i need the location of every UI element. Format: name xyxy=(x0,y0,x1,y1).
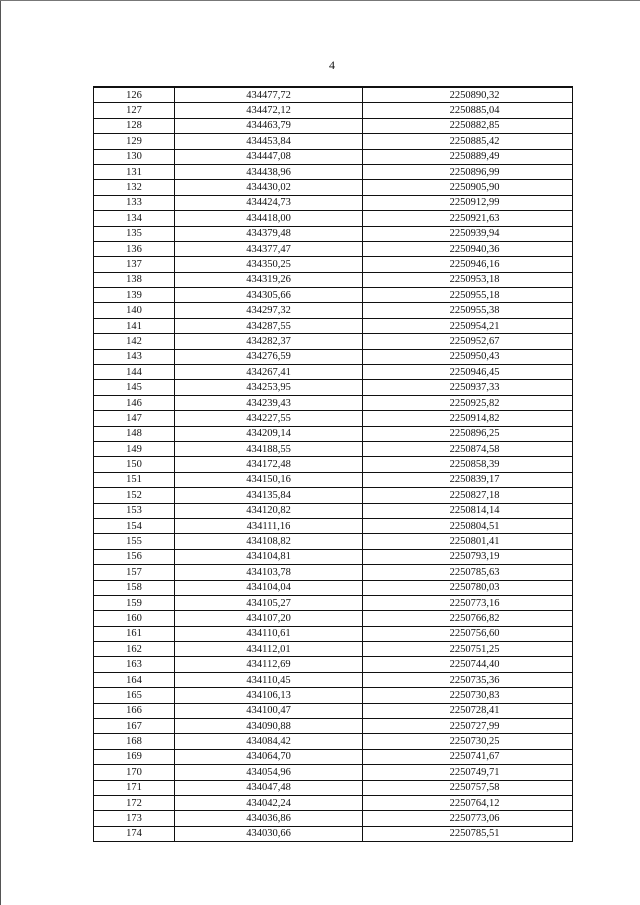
x-coordinate-cell: 434282,37 xyxy=(175,334,363,349)
y-coordinate-cell: 2250801,41 xyxy=(363,534,573,549)
point-number-cell: 128 xyxy=(94,118,175,133)
x-coordinate-cell: 434112,69 xyxy=(175,657,363,672)
y-coordinate-cell: 2250741,67 xyxy=(363,749,573,764)
point-number-cell: 131 xyxy=(94,164,175,179)
y-coordinate-cell: 2250814,14 xyxy=(363,503,573,518)
table-row xyxy=(94,719,573,734)
y-coordinate-cell: 2250896,99 xyxy=(363,164,573,179)
y-coordinate-cell: 2250827,18 xyxy=(363,488,573,503)
x-coordinate-cell: 434227,55 xyxy=(175,411,363,426)
table-row xyxy=(94,334,573,349)
point-number-cell: 127 xyxy=(94,103,175,118)
point-number-cell: 170 xyxy=(94,765,175,780)
point-number-cell: 147 xyxy=(94,411,175,426)
y-coordinate-cell: 2250730,83 xyxy=(363,688,573,703)
y-coordinate-cell: 2250953,18 xyxy=(363,272,573,287)
y-coordinate-cell: 2250937,33 xyxy=(363,380,573,395)
y-coordinate-cell: 2250730,25 xyxy=(363,734,573,749)
x-coordinate-cell: 434110,45 xyxy=(175,672,363,687)
table-row xyxy=(94,565,573,580)
y-coordinate-cell: 2250905,90 xyxy=(363,180,573,195)
y-coordinate-cell: 2250955,18 xyxy=(363,288,573,303)
y-coordinate-cell: 2250727,99 xyxy=(363,719,573,734)
point-number-cell: 148 xyxy=(94,426,175,441)
point-number-cell: 142 xyxy=(94,334,175,349)
table-row xyxy=(94,503,573,518)
table-row xyxy=(94,734,573,749)
x-coordinate-cell: 434418,00 xyxy=(175,211,363,226)
table-row xyxy=(94,303,573,318)
x-coordinate-cell: 434472,12 xyxy=(175,103,363,118)
point-number-cell: 139 xyxy=(94,288,175,303)
x-coordinate-cell: 434064,70 xyxy=(175,749,363,764)
y-coordinate-cell: 2250896,25 xyxy=(363,426,573,441)
y-coordinate-cell: 2250889,49 xyxy=(363,149,573,164)
point-number-cell: 145 xyxy=(94,380,175,395)
table-row xyxy=(94,288,573,303)
x-coordinate-cell: 434253,95 xyxy=(175,380,363,395)
table-row xyxy=(94,211,573,226)
x-coordinate-cell: 434297,32 xyxy=(175,303,363,318)
x-coordinate-cell: 434135,84 xyxy=(175,488,363,503)
x-coordinate-cell: 434319,26 xyxy=(175,272,363,287)
table-row xyxy=(94,87,573,103)
table-row xyxy=(94,472,573,487)
table-row xyxy=(94,611,573,626)
table-row xyxy=(94,257,573,272)
x-coordinate-cell: 434120,82 xyxy=(175,503,363,518)
point-number-cell: 130 xyxy=(94,149,175,164)
table-row xyxy=(94,595,573,610)
page-edge-top xyxy=(0,0,640,1)
table-row xyxy=(94,241,573,256)
y-coordinate-cell: 2250952,67 xyxy=(363,334,573,349)
table-row xyxy=(94,103,573,118)
x-coordinate-cell: 434463,79 xyxy=(175,118,363,133)
point-number-cell: 172 xyxy=(94,795,175,810)
table-row xyxy=(94,518,573,533)
x-coordinate-cell: 434090,88 xyxy=(175,719,363,734)
table-row xyxy=(94,811,573,826)
y-coordinate-cell: 2250858,39 xyxy=(363,457,573,472)
y-coordinate-cell: 2250946,45 xyxy=(363,365,573,380)
point-number-cell: 160 xyxy=(94,611,175,626)
x-coordinate-cell: 434105,27 xyxy=(175,595,363,610)
x-coordinate-cell: 434267,41 xyxy=(175,365,363,380)
point-number-cell: 129 xyxy=(94,134,175,149)
table-row xyxy=(94,441,573,456)
table-row xyxy=(94,457,573,472)
x-coordinate-cell: 434453,84 xyxy=(175,134,363,149)
y-coordinate-cell: 2250756,60 xyxy=(363,626,573,641)
y-coordinate-cell: 2250914,82 xyxy=(363,411,573,426)
coordinates-table-body xyxy=(94,87,573,842)
page-number: 4 xyxy=(329,58,335,72)
table-row xyxy=(94,549,573,564)
table-row xyxy=(94,318,573,333)
y-coordinate-cell: 2250751,25 xyxy=(363,642,573,657)
x-coordinate-cell: 434106,13 xyxy=(175,688,363,703)
table-row xyxy=(94,580,573,595)
point-number-cell: 149 xyxy=(94,441,175,456)
point-number-cell: 156 xyxy=(94,549,175,564)
x-coordinate-cell: 434110,61 xyxy=(175,626,363,641)
table-row xyxy=(94,180,573,195)
point-number-cell: 151 xyxy=(94,472,175,487)
y-coordinate-cell: 2250921,63 xyxy=(363,211,573,226)
table-row xyxy=(94,426,573,441)
point-number-cell: 141 xyxy=(94,318,175,333)
x-coordinate-cell: 434107,20 xyxy=(175,611,363,626)
y-coordinate-cell: 2250940,36 xyxy=(363,241,573,256)
table-row xyxy=(94,534,573,549)
x-coordinate-cell: 434084,42 xyxy=(175,734,363,749)
point-number-cell: 159 xyxy=(94,595,175,610)
point-number-cell: 143 xyxy=(94,349,175,364)
x-coordinate-cell: 434447,08 xyxy=(175,149,363,164)
point-number-cell: 136 xyxy=(94,241,175,256)
y-coordinate-cell: 2250955,38 xyxy=(363,303,573,318)
table-row xyxy=(94,380,573,395)
point-number-cell: 167 xyxy=(94,719,175,734)
point-number-cell: 146 xyxy=(94,395,175,410)
y-coordinate-cell: 2250728,41 xyxy=(363,703,573,718)
y-coordinate-cell: 2250885,04 xyxy=(363,103,573,118)
y-coordinate-cell: 2250735,36 xyxy=(363,672,573,687)
point-number-cell: 158 xyxy=(94,580,175,595)
point-number-cell: 154 xyxy=(94,518,175,533)
x-coordinate-cell: 434430,02 xyxy=(175,180,363,195)
point-number-cell: 138 xyxy=(94,272,175,287)
point-number-cell: 133 xyxy=(94,195,175,210)
y-coordinate-cell: 2250766,82 xyxy=(363,611,573,626)
table-row xyxy=(94,765,573,780)
table-row xyxy=(94,749,573,764)
table-row xyxy=(94,134,573,149)
x-coordinate-cell: 434047,48 xyxy=(175,780,363,795)
x-coordinate-cell: 434104,81 xyxy=(175,549,363,564)
y-coordinate-cell: 2250804,51 xyxy=(363,518,573,533)
x-coordinate-cell: 434150,16 xyxy=(175,472,363,487)
point-number-cell: 137 xyxy=(94,257,175,272)
x-coordinate-cell: 434276,59 xyxy=(175,349,363,364)
y-coordinate-cell: 2250749,71 xyxy=(363,765,573,780)
table-row xyxy=(94,226,573,241)
y-coordinate-cell: 2250874,58 xyxy=(363,441,573,456)
table-row xyxy=(94,626,573,641)
x-coordinate-cell: 434188,55 xyxy=(175,441,363,456)
y-coordinate-cell: 2250939,94 xyxy=(363,226,573,241)
x-coordinate-cell: 434477,72 xyxy=(175,87,363,103)
point-number-cell: 162 xyxy=(94,642,175,657)
point-number-cell: 164 xyxy=(94,672,175,687)
point-number-cell: 153 xyxy=(94,503,175,518)
y-coordinate-cell: 2250785,51 xyxy=(363,826,573,841)
point-number-cell: 163 xyxy=(94,657,175,672)
point-number-cell: 174 xyxy=(94,826,175,841)
table-row xyxy=(94,272,573,287)
x-coordinate-cell: 434100,47 xyxy=(175,703,363,718)
x-coordinate-cell: 434377,47 xyxy=(175,241,363,256)
y-coordinate-cell: 2250757,58 xyxy=(363,780,573,795)
y-coordinate-cell: 2250773,16 xyxy=(363,595,573,610)
y-coordinate-cell: 2250954,21 xyxy=(363,318,573,333)
point-number-cell: 161 xyxy=(94,626,175,641)
y-coordinate-cell: 2250773,06 xyxy=(363,811,573,826)
table-row xyxy=(94,826,573,841)
x-coordinate-cell: 434103,78 xyxy=(175,565,363,580)
y-coordinate-cell: 2250793,19 xyxy=(363,549,573,564)
table-row xyxy=(94,349,573,364)
point-number-cell: 140 xyxy=(94,303,175,318)
y-coordinate-cell: 2250890,32 xyxy=(363,87,573,103)
point-number-cell: 165 xyxy=(94,688,175,703)
table-row xyxy=(94,118,573,133)
x-coordinate-cell: 434305,66 xyxy=(175,288,363,303)
x-coordinate-cell: 434054,96 xyxy=(175,765,363,780)
x-coordinate-cell: 434036,86 xyxy=(175,811,363,826)
point-number-cell: 169 xyxy=(94,749,175,764)
table-row xyxy=(94,657,573,672)
x-coordinate-cell: 434424,73 xyxy=(175,195,363,210)
x-coordinate-cell: 434438,96 xyxy=(175,164,363,179)
point-number-cell: 168 xyxy=(94,734,175,749)
point-number-cell: 171 xyxy=(94,780,175,795)
y-coordinate-cell: 2250744,40 xyxy=(363,657,573,672)
y-coordinate-cell: 2250764,12 xyxy=(363,795,573,810)
table-row xyxy=(94,411,573,426)
table-row xyxy=(94,149,573,164)
table-row xyxy=(94,365,573,380)
y-coordinate-cell: 2250946,16 xyxy=(363,257,573,272)
x-coordinate-cell: 434030,66 xyxy=(175,826,363,841)
y-coordinate-cell: 2250885,42 xyxy=(363,134,573,149)
table-row xyxy=(94,195,573,210)
x-coordinate-cell: 434239,43 xyxy=(175,395,363,410)
point-number-cell: 173 xyxy=(94,811,175,826)
point-number-cell: 150 xyxy=(94,457,175,472)
x-coordinate-cell: 434111,16 xyxy=(175,518,363,533)
point-number-cell: 135 xyxy=(94,226,175,241)
table-row xyxy=(94,395,573,410)
point-number-cell: 155 xyxy=(94,534,175,549)
table-row xyxy=(94,703,573,718)
page-edge-left xyxy=(0,0,1,905)
point-number-cell: 134 xyxy=(94,211,175,226)
point-number-cell: 166 xyxy=(94,703,175,718)
table-row xyxy=(94,164,573,179)
y-coordinate-cell: 2250882,85 xyxy=(363,118,573,133)
point-number-cell: 152 xyxy=(94,488,175,503)
x-coordinate-cell: 434104,04 xyxy=(175,580,363,595)
x-coordinate-cell: 434379,48 xyxy=(175,226,363,241)
x-coordinate-cell: 434112,01 xyxy=(175,642,363,657)
coordinates-table xyxy=(93,86,573,842)
point-number-cell: 126 xyxy=(94,87,175,103)
table-row xyxy=(94,488,573,503)
table-row xyxy=(94,688,573,703)
y-coordinate-cell: 2250925,82 xyxy=(363,395,573,410)
table-row xyxy=(94,780,573,795)
table-row xyxy=(94,795,573,810)
table-row xyxy=(94,642,573,657)
point-number-cell: 157 xyxy=(94,565,175,580)
x-coordinate-cell: 434287,55 xyxy=(175,318,363,333)
x-coordinate-cell: 434350,25 xyxy=(175,257,363,272)
y-coordinate-cell: 2250950,43 xyxy=(363,349,573,364)
x-coordinate-cell: 434042,24 xyxy=(175,795,363,810)
point-number-cell: 132 xyxy=(94,180,175,195)
y-coordinate-cell: 2250839,17 xyxy=(363,472,573,487)
y-coordinate-cell: 2250785,63 xyxy=(363,565,573,580)
y-coordinate-cell: 2250780,03 xyxy=(363,580,573,595)
x-coordinate-cell: 434108,82 xyxy=(175,534,363,549)
x-coordinate-cell: 434209,14 xyxy=(175,426,363,441)
y-coordinate-cell: 2250912,99 xyxy=(363,195,573,210)
x-coordinate-cell: 434172,48 xyxy=(175,457,363,472)
point-number-cell: 144 xyxy=(94,365,175,380)
table-row xyxy=(94,672,573,687)
